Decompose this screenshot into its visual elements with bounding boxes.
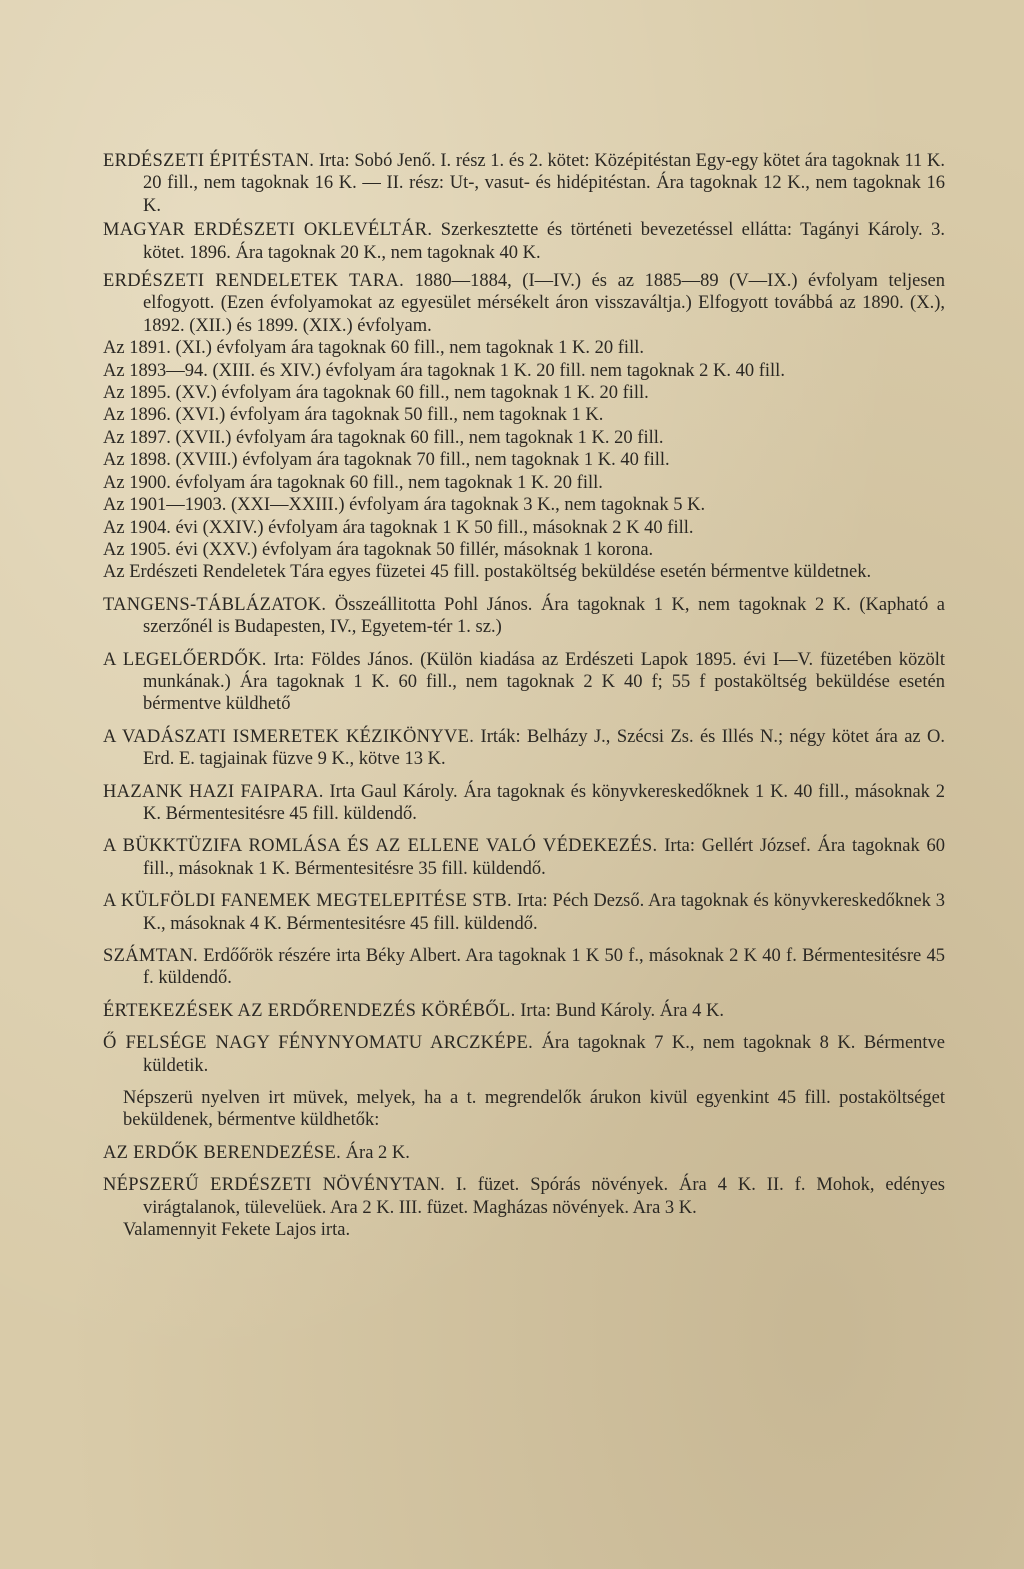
volume-price-line: Az 1904. évi (XXIV.) évfolyam ára tagoknak 1 K 50 fill., másoknak 2 K 40 fill. — [103, 517, 694, 538]
entry-szamtan — [103, 945, 945, 990]
entry-title: A BÜKKTÜZIFA ROMLÁSA ÉS AZ ELLENE VALÓ VÉDEKEZÉS. — [103, 836, 658, 857]
entry-text: Erdőőrök részére irta Béky Albert. Ara tagoknak 1 K 50 f., másoknak 2 K 40 f. Bérmentesitésre 45 f. küldendő. — [143, 946, 946, 989]
entry-az-erdok-berendezese — [103, 1142, 945, 1164]
entry-title: A VADÁSZATI ISMERETEK KÉZIKÖNYVE. — [103, 726, 475, 747]
entry-text: Ára tagoknak 7 K., nem tagoknak 8 K. Bérmentve küldetik. — [143, 1033, 946, 1076]
entry-title: NÉPSZERŰ ERDÉSZETI NÖVÉNYTAN. — [103, 1175, 446, 1196]
entry-text: Irta Gaul Károly. Ára tagoknak és könyvkereskedőknek 1 K. 40 fill., másoknak 2 K. Bérmentesitésre 45 fill. küldendő. — [143, 781, 945, 824]
volume-price-line: Az 1897. (XVII.) évfolyam ára tagoknak 60 fill., nem tagoknak 1 K. 20 fill. — [103, 427, 664, 448]
entry-text: Irta: Sobó Jenő. I. rész 1. és 2. kötet: Középitéstan Egy-egy kötet ára tagoknak 11 K. 20 fill., nem tagoknak 16 K. — II. rész: Ut-, vasut- és hidépitéstan. Ára tagoknak 12 K., nem tagoknak 16 K. — [143, 151, 945, 216]
entry-vadaszati-ismeretek — [103, 726, 945, 771]
entry-title: TANGENS-TÁBLÁZATOK. — [103, 594, 327, 615]
volume-price-line: Az 1901—1903. (XXI—XXIII.) évfolyam ára tagoknak 3 K., nem tagoknak 5 K. — [103, 495, 706, 516]
entry-text: Irta: Bund Károly. Ára 4 K. — [520, 1000, 724, 1021]
entry-text: I. füzet. Spórás növények. Ára 4 K. II. f. Mohok, edényes virágtalanok, tülevelüek. Ara 2 K. III. füzet. Magházas növények. Ara 3 K. — [143, 1175, 945, 1218]
entry-a-bukktuzifa-romlasa — [103, 835, 945, 880]
entry-o-felsege-arczkepe — [103, 1032, 945, 1077]
closing-note: Valamennyit Fekete Lajos irta. — [123, 1220, 351, 1241]
entry-title: ERDÉSZETI ÉPITÉSTAN. — [103, 151, 315, 171]
entry-title: Ő FELSÉGE NAGY FÉNYNYOMATU ARCZKÉPE. — [103, 1033, 534, 1054]
price-list — [103, 150, 945, 1241]
entry-title: SZÁMTAN. — [103, 946, 198, 966]
volume-price-line: Az 1895. (XV.) évfolyam ára tagoknak 60 fill., nem tagoknak 1 K. 20 fill. — [103, 383, 649, 404]
volume-price-line: Az 1896. (XVI.) évfolyam ára tagoknak 50 fill., nem tagoknak 1 K. — [103, 405, 604, 426]
entry-title: ERDÉSZETI RENDELETEK TARA. — [103, 271, 404, 292]
entry-text: Irták: Belházy J., Szécsi Zs. és Illés N.; négy kötet ára az O. Erd. E. tagjainak füzve 9 K., kötve 13 K. — [143, 726, 946, 770]
entry-text: Irta: Péch Dezső. Ara tagoknak és könyvkereskedőknek 3 K., másoknak 4 K. Bérmentesitésre 45 fill. küldendő. — [143, 891, 945, 934]
entry-text: Irta: Gellért József. Ára tagoknak 60 fill., másoknak 1 K. Bérmentesitésre 35 fill. küldendő. — [143, 836, 946, 879]
entry-tangens-tablazatok — [103, 594, 945, 639]
entry-hazank-hazi-faipara — [103, 781, 945, 826]
entry-erdeszeti-epitestan — [103, 150, 945, 217]
volume-price-line: Az 1898. (XVIII.) évfolyam ára tagoknak 70 fill., nem tagoknak 1 K. 40 fill. — [103, 450, 670, 471]
volume-price-line: Az 1900. évfolyam ára tagoknak 60 fill., nem tagoknak 1 K. 20 fill. — [103, 472, 603, 493]
volume-price-line: Az 1893—94. (XIII. és XIV.) évfolyam ára tagoknak 1 K. 20 fill. nem tagoknak 2 K. 40 fill. — [103, 360, 785, 381]
entry-magyar-erdeszeti-okleveltar — [103, 219, 945, 264]
entry-a-legeloerdok — [103, 649, 945, 716]
entry-erdeszeti-rendeletek-tara — [103, 270, 945, 337]
entry-title: A KÜLFÖLDI FANEMEK MEGTELEPITÉSE STB. — [103, 891, 512, 912]
entry-text: Szerkesztette és történeti bevezetéssel ellátta: Tagányi Károly. 3. kötet. 1896. Ára tagoknak 20 K., nem tagoknak 40 K. — [143, 220, 945, 263]
volume-price-line: Az 1905. évi (XXV.) évfolyam ára tagoknak 50 fillér, másoknak 1 korona. — [103, 539, 654, 560]
entry-text: 1880—1884, (I—IV.) és az 1885—89 (V—IX.) évfolyam teljesen elfogyott. (Ezen évfolyamokat az egyesület mérsékelt áron visszaváltja.) Elfogyott továbbá az 1890. (X.), 1892. (XII.) és 1899. (XIX.) évfolyam. — [143, 271, 945, 336]
volume-price-line: Az Erdészeti Rendeletek Tára egyes füzetei 45 fill. postaköltség beküldése esetén bérmentve küldetnek. — [103, 562, 872, 583]
entry-title: A LEGELŐERDŐK. — [103, 649, 267, 670]
entry-title: ÉRTEKEZÉSEK AZ ERDŐRENDEZÉS KÖRÉBŐL. — [103, 1000, 516, 1021]
volume-price-list — [103, 337, 945, 583]
entry-text: Ára 2 K. — [345, 1142, 410, 1163]
entry-title: MAGYAR ERDÉSZETI OKLEVÉLTÁR. — [103, 220, 433, 241]
entry-kulfoldi-fanemek — [103, 890, 945, 935]
popular-works-note: Népszerü nyelven irt müvek, melyek, ha a t. megrendelők árukon kivül egyenkint 45 fill. postaköltséget beküldenek, bérmentve küldhetők: — [123, 1088, 945, 1131]
entry-text: Összeállitotta Pohl János. Ára tagoknak 1 K, nem tagoknak 2 K. (Kapható a szerzőnél is Budapesten, IV., Egyetem-tér 1. sz.) — [143, 594, 945, 638]
entry-title: AZ ERDŐK BERENDEZÉSE. — [103, 1142, 342, 1163]
volume-price-line: Az 1891. (XI.) évfolyam ára tagoknak 60 fill., nem tagoknak 1 K. 20 fill. — [103, 338, 644, 359]
entry-nepszeru-noventan — [103, 1174, 945, 1219]
entry-text: Irta: Földes János. (Külön kiadása az Erdészeti Lapok 1895. évi I—V. füzetében közölt munkának.) Ára tagoknak 1 K. 60 fill., nem tagoknak 2 K 40 f; 55 f postaköltség beküldése esetén bérmentve küldhető — [143, 649, 946, 715]
entry-title: HAZANK HAZI FAIPARA. — [103, 781, 324, 802]
entry-ertekezesek — [103, 1000, 945, 1022]
